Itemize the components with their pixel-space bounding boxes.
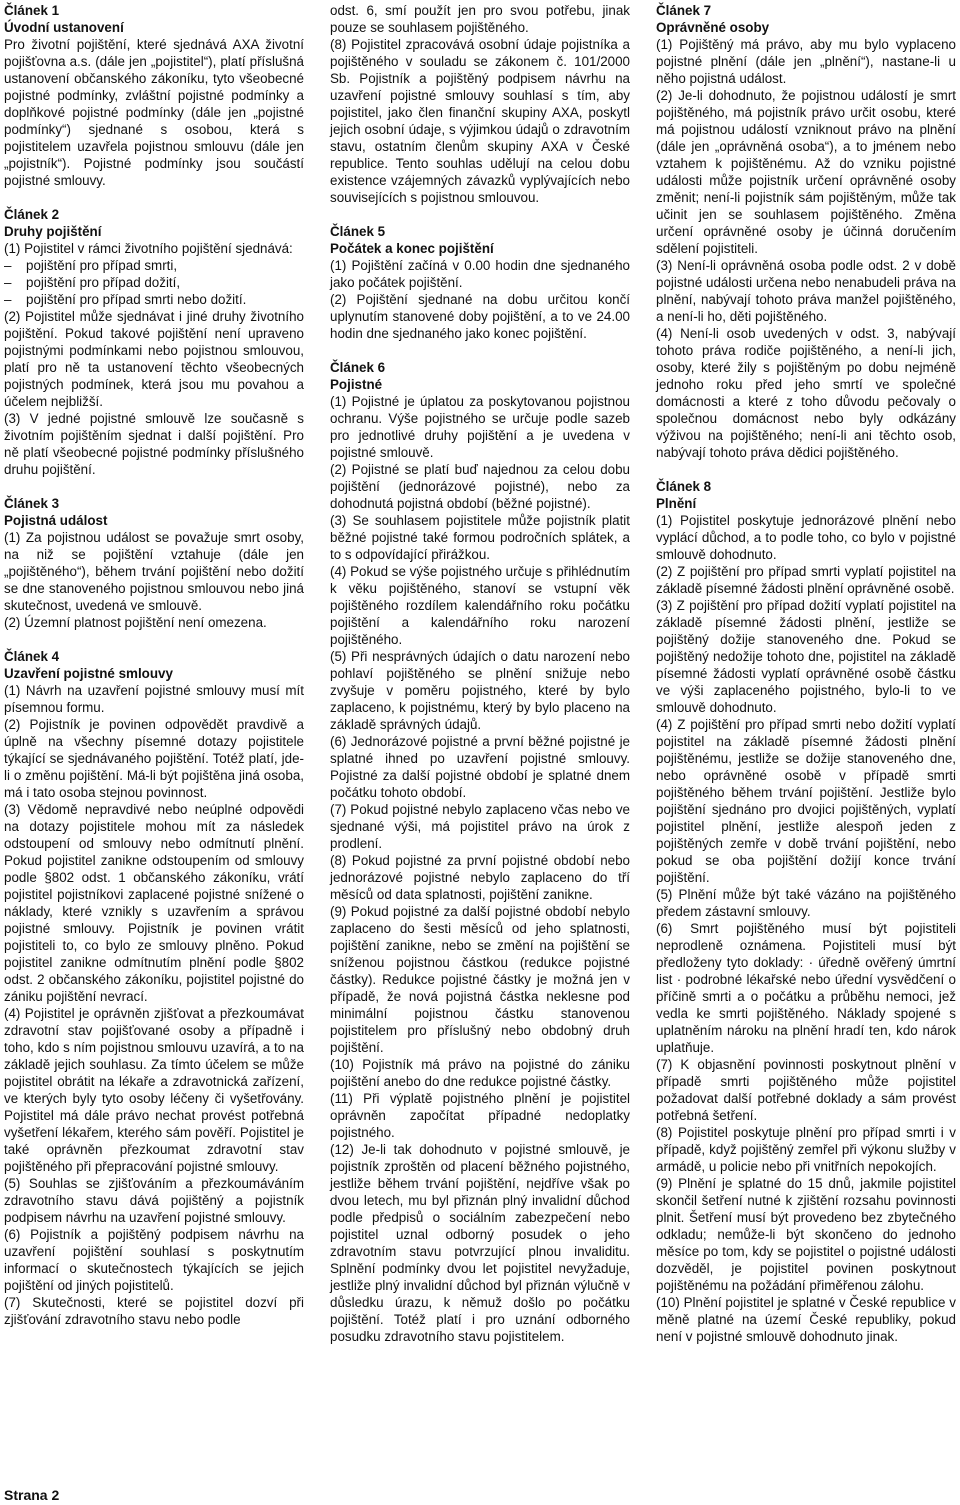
paragraph: (3) V jedné pojistné smlouvě lze současně s životním pojištěním sjednat i další pojištění. Pro ně platí všeobecné pojistné podmínky příslušného druhu pojištění. [4,411,304,477]
article-heading: Úvodní ustanovení [4,20,124,35]
paragraph: (10) Plnění pojistitel je splatné v České republice v měně platné na území České republiky, pokud není v pojistné smlouvě dohodnuto jinak. [656,1295,956,1344]
paragraph: (3) Není-li oprávněná osoba podle odst. 2 v době pojistné události určena nebo nenabudeli práva na plnění, nabývají tohoto práva manžel pojištěného, a není-li ho, děti pojištěného. [656,258,956,324]
paragraph: (5) Při nesprávných údajích o datu narození nebo pohlaví pojištěného se plnění snižuje nebo zvyšuje v poměru pojistného, které by bylo zaplaceno, k pojistnému, který by bylo placeno na základě správných údajů. [330,649,630,732]
article-heading: Pojistné [330,377,383,392]
paragraph: (4) Pojistitel je oprávněn zjišťovat a přezkoumávat zdravotní stav pojišťované osoby a případně i toho, kdo s ním pojistnou smlouvu uzavírá, a to na základě jejich souhlasu. Za tímto účelem se může pojistitel obrátit na lékaře a zdravotnická zařízení, ve kterých byly tyto osoby léčeny či vyšetřovány. Pojistitel má dále právo nechat provést potřebná vyšetření lékařem, kterého sám pověří. Pojistitel je také oprávněn přezkoumat zdravotní stav pojištěného při přepracování pojistné smlouvy. [4,1006,304,1174]
article-section [4,495,304,631]
paragraph: (8) Pojistitel poskytuje plnění pro případ smrti i v případě, když pojištěný zemřel při výkonu služby v armádě, u policie nebo při vnitřních nepokojích. [656,1125,956,1174]
paragraph: (6) Jednorázové pojistné a první běžné pojistné je splatné ihned po uzavření pojistné smlouvy. Pojistné za další pojistné období je splatné dnem počátku tohoto období. [330,734,630,800]
article-number: Článek 1 [4,3,60,18]
paragraph: (8) Pojistitel zpracovává osobní údaje pojistníka a pojištěného v souladu se zákonem č. 101/2000 Sb. Pojistník a pojištěný podpisem návrhu na uzavření pojistné smlouvy souhlasí s tím, aby pojistitel, jako člen finanční skupiny AXA, poskytl jejich osobní údaje, s výjimkou údajů o zdravotním stavu, ostatním členům skupiny AXA v České republice. Tento souhlas udělují na celou dobu existence vzájemných závazků vyplývajících nebo souvisejících s pojistnou smlouvou. [330,37,630,205]
paragraph: (4) Pokud se výše pojistného určuje s přihlédnutím k věku pojištěného, stanoví se vstupní věk pojištěného rozdílem kalendářního roku počátku pojištění a kalendářního roku narození pojištěného. [330,564,630,647]
article-number: Článek 4 [4,649,60,664]
paragraph: (2) Pojistné se platí buď najednou za celou dobu pojištění (jednorázové pojistné), nebo za dohodnutá pojistná období (běžné pojistné). [330,462,630,511]
article-section [330,359,630,1345]
article-number: Článek 3 [4,496,60,511]
paragraph: (2) Pojistník je povinen odpovědět pravdivě a úplně na všechny písemné dotazy pojistitele týkající se sjednávaného pojištění. Totéž platí, jde-li o změnu pojištění. Má-li být pojištěna jiná osoba, má i tato osoba stejnou povinnost. [4,717,304,800]
article-section [656,478,956,1345]
paragraph: (8) Pokud pojistné za první pojistné období nebo jednorázové pojistné nebylo zaplaceno do tří měsíců od data splatnosti, pojištění zanikne. [330,853,630,902]
article-number: Článek 7 [656,3,712,18]
paragraph: (1) Za pojistnou událost se považuje smrt osoby, na niž se pojištění vztahuje (dále jen „pojištěného“), během trvání pojištění nebo dožití se dne stanoveného pojistnou smlouvou nebo jiná skutečnost, uvedená ve smlouvě. [4,530,304,613]
paragraph: (6) Pojistník a pojištěný podpisem návrhu na uzavření pojištění souhlasí s poskytnutím informací o skutečnostech týkajících se jejich pojištění od jiných pojistitelů. [4,1227,304,1293]
article-heading: Uzavření pojistné smlouvy [4,666,173,681]
article-heading: Oprávněné osoby [656,20,770,35]
paragraph: (5) Souhlas se zjišťováním a přezkoumáváním zdravotního stavu dává pojištěný a pojistník podpisem návrhu na uzavření pojistné smlouvy. [4,1176,304,1225]
paragraph: (2) Z pojištění pro případ smrti vyplatí pojistitel na základě písemné žádosti plnění oprávněné osobě. [656,564,956,596]
paragraph: (10) Pojistník má právo na pojistné do zániku pojištění anebo do dne redukce pojistné částky. [330,1057,630,1089]
paragraph: (9) Plnění je splatné do 15 dnů, jakmile pojistitel skončil šetření nutné k zjištění rozsahu povinnosti plnit. Šetření musí být provedeno bez zbytečného odkladu; nemůže-li být skončeno do jednoho měsíce po tom, kdy se pojistitel o pojistné události dozvěděl, je pojistitel povinen poskytnout pojištěnému na požádání přiměřenou zálohu. [656,1176,956,1293]
article-number: Článek 8 [656,479,712,494]
paragraph: (3) Z pojištění pro případ dožití vyplatí pojistitel na základě písemné žádosti plnění, jestliže se pojištěný dožije stanoveného dne. Pokud se pojištěný nedožije tohoto dne, pojistitel na základě písemné žádosti vyplatí oprávněné osobě částku ve výši zaplaceného pojistného, bylo-li to ve smlouvě dohodnuto. [656,598,956,715]
article-heading: Plnění [656,496,697,511]
paragraph: (12) Je-li tak dohodnuto v pojistné smlouvě, je pojistník zproštěn od placení běžného pojistného, jestliže během trvání pojištění, nejdříve však po dvou letech, mu byl přiznán plný invalidní důchod podle předpisů o sociálním zabezpečení nebo pojistitel uznal odborný posudek o jeho zdravotním stavu potvrzující plnou invaliditu. Splnění podmínky dvou let pojistitel nevyžaduje, jestliže plný invalidní důchod byl přiznán výlučně v důsledku úrazu, k němuž došlo po počátku pojištění. Totéž platí i pro uznání odborného posudku zdravotního stavu pojistitelem. [330,1142,630,1344]
paragraph: (5) Plnění může být také vázáno na pojištěného předem zástavní smlouvy. [656,887,956,919]
paragraph: (7) Skutečnosti, které se pojistitel dozví při zjišťování zdravotního stavu nebo podle [4,1295,304,1327]
paragraph: (1) Pojistitel v rámci životního pojištění sjednává: [4,241,293,256]
text-column-1 [4,2,304,1345]
text-column-2 [330,2,630,1362]
paragraph: (7) K objasnění povinnosti poskytnout plnění v případě smrti pojištěného může pojistitel požadovat další potřebné doklady a sám provést potřebná šetření. [656,1057,956,1123]
paragraph: (3) Se souhlasem pojistitele může pojistník platit běžné pojistné také formou področních splátek, a to s odpovídající přirážkou. [330,513,630,562]
article-number: Článek 2 [4,207,60,222]
paragraph: odst. 6, smí použít jen pro svou potřebu, jinak pouze se souhlasem pojištěného. [330,3,630,35]
list-item: – pojištění pro případ dožití, [4,274,304,291]
list-item: – pojištění pro případ smrti nebo dožití. [4,291,304,308]
paragraph: (2) Pojistitel může sjednávat i jiné druhy životního pojištění. Pokud takové pojištění není upraveno pojistnými podmínkami nebo pojistnou smlouvou, platí pro ně ta ustanovení těchto všeobecných pojistných podmínek, která jsou mu povahou a účelem nejbližší. [4,309,304,409]
paragraph: (4) Není-li osob uvedených v odst. 3, nabývají tohoto práva rodiče pojištěného, a není-li jich, osoby, které žily s pojištěným po dobu nejméně jednoho roku před jeho smrtí ve společné domácnosti a které z toho důvodu pečovaly o společnou domácnost nebo byly odkázány výživou na pojištěného; není-li ani těchto osob, nabývají tohoto práva dědici pojištěného. [656,326,956,460]
paragraph: (11) Při výplatě pojistného plnění je pojistitel oprávněn započítat případné nedoplatky pojistného. [330,1091,630,1140]
article-heading: Druhy pojištění [4,224,102,239]
page-number: Strana 2 [4,1487,60,1503]
paragraph: (6) Smrt pojištěného musí být pojistiteli neprodleně oznámena. Pojistiteli musí být předloženy tyto doklady: · úředně ověřený úmrtní list · podrobné lékařské nebo úřední vysvědčení o příčině smrti a o počátku a průběhu nemoci, jež vedla ke smrti pojištěného. Náklady spojené s uplatněním nároku na plnění hradí ten, kdo nárok uplatňuje. [656,921,956,1055]
paragraph: (1) Pojištění začíná v 0.00 hodin dne sjednaného jako počátek pojištění. [330,258,630,290]
paragraph: (2) Pojištění sjednané na dobu určitou končí uplynutím stanovené doby pojištění, a to ve 24.00 hodin dne sjednaného jako konec pojištění. [330,292,630,341]
bullet-list [4,257,304,308]
paragraph: (1) Pojištěný má právo, aby mu bylo vyplaceno pojistné plnění (dále jen „plnění“), nastane-li u něho pojistná událost. [656,37,956,86]
paragraph: (7) Pokud pojistné nebylo zaplaceno včas nebo ve sjednané výši, má pojistitel právo na úrok z prodlení. [330,802,630,851]
paragraph: (1) Pojistitel poskytuje jednorázové plnění nebo vyplácí důchod, a to podle toho, co bylo v pojistné smlouvě dohodnuto. [656,513,956,562]
paragraph: Pro životní pojištění, které sjednává AXA životní pojišťovna a.s. (dále jen „pojistitel“), platí příslušná ustanovení občanského zákoníku, tyto všeobecné pojistné podmínky, zvláštní pojistné podmínky a doplňkové pojistné podmínky (dále jen „pojistné podmínky“) sjednané s osobou, která s pojistitelem uzavřela pojistnou smlouvu (dále jen „pojistník“). Pojistné podmínky jsou součástí pojistné smlouvy. [4,37,304,188]
article-number: Článek 6 [330,360,386,375]
article-section [656,2,956,461]
paragraph: (4) Z pojištění pro případ smrti nebo dožití vyplatí pojistitel na základě písemné žádosti plnění pojištěnému, jestliže se dožije stanoveného dne, nebo oprávněné osobě v případě smrti pojištěného během trvání pojištění. Jestliže bylo pojištění sjednáno pro dvojici pojištěných, vyplatí pojistitel plnění, jestliže alespoň jeden z pojištěných zemře v době trvání pojištění, nebo pokud se oba pojištění dožijí konce trvání pojištění. [656,717,956,885]
article-section [330,223,630,342]
article-section [4,648,304,1328]
paragraph: (1) Návrh na uzavření pojistné smlouvy musí mít písemnou formu. [4,683,304,715]
article-section [4,2,304,189]
paragraph: (2) Je-li dohodnuto, že pojistnou událostí je smrt pojištěného, má pojistník právo určit osobu, které má pojistnou událostí vzniknout právo na plnění (dále jen „oprávněná osoba“), a to jménem nebo vztahem k pojištěnému. Až do vzniku pojistné události může pojistník určení oprávněné osoby změnit; není-li pojistník sám pojištěným, může tak učinit jen se souhlasem pojištěného. Změna určení oprávněné osoby je účinná doručením sdělení pojistiteli. [656,88,956,256]
continued-text [330,2,630,206]
paragraph: (1) Pojistné je úplatou za poskytovanou pojistnou ochranu. Výše pojistného se určuje podle sazeb pro jednotlivé druhy pojištění a je uvedena v pojistné smlouvě. [330,394,630,460]
list-item: – pojištění pro případ smrti, [4,257,304,274]
article-heading: Pojistná událost [4,513,108,528]
article-section [4,206,304,478]
paragraph: (2) Územní platnost pojištění není omezena. [4,615,267,630]
article-heading: Počátek a konec pojištění [330,241,494,256]
paragraph: (3) Vědomě nepravdivé nebo neúplné odpovědi na dotazy pojistitele mohou mít za následek odstoupení od smlouvy nebo odmítnutí plnění. Pokud pojistitel zanikne odstoupením od smlouvy podle §802 odst. 1 občanského zákoníku, vrátí pojistitel pojistníkovi zaplacené pojistné snížené o náklady, které vznikly s uzavřením a správou pojistné smlouvy. Pojistník je povinen vrátit pojistiteli to, co bylo ze smlouvy plněno. Pokud pojistitel zanikne odmítnutím plnění podle §802 odst. 2 občanského zákoníku, pojistitel pojistné do zániku pojištění nevrací. [4,802,304,1004]
text-column-3 [656,2,956,1362]
article-number: Článek 5 [330,224,386,239]
paragraph: (9) Pokud pojistné za další pojistné období nebylo zaplaceno do šesti měsíců od jeho splatnosti, pojištění zanikne, nebo se změní na pojištění se sníženou pojistnou částkou (redukce pojistné částky). Redukce pojistné částky je možná jen v případě, že nová pojistná částka neklesne pod minimální pojistnou částku stanovenou pojistitelem pro příslušný nebo obdobný druh pojištění. [330,904,630,1055]
